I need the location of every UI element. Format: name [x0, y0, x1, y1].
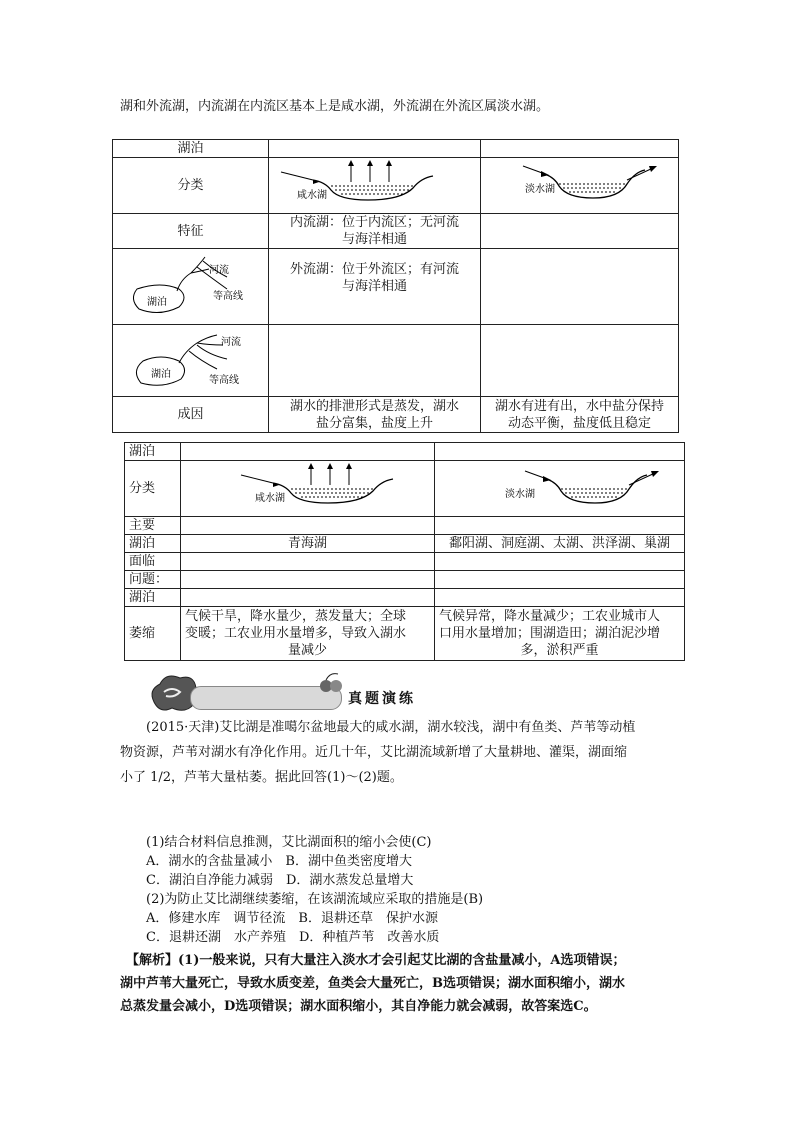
- passage-source: (2015·天津): [146, 720, 220, 735]
- intro-text: 湖和外流湖，内流湖在内流区基本上是咸水湖，外流湖在外流区属淡水湖。: [120, 99, 550, 114]
- t1-cause-salt: 湖水的排泄形式是蒸发，湖水 盐分富集，盐度上升: [269, 397, 481, 433]
- t1-map1-river: 河流: [209, 265, 229, 276]
- t1-map-outflow: [113, 249, 269, 325]
- analysis-line-2: 湖中芦苇大量死亡，导致水质变差，鱼类会大量死亡，B选项错误；湖水面积缩小，湖水: [120, 976, 625, 991]
- t2-row-problem: 问题：: [125, 571, 181, 589]
- t2-salt-lake-diagram: [181, 461, 435, 517]
- t2-fresh-lake-label: 淡水湖: [505, 489, 535, 500]
- t2-row-lake: 湖泊: [125, 535, 181, 553]
- t1-map2-river: 河流: [221, 337, 241, 348]
- lake-table-2: [124, 442, 685, 661]
- t1-fresh-lake-label: 淡水湖: [525, 184, 555, 195]
- analysis-line-1: 【解析】(1)一般来说，只有大量注入淡水才会引起艾比湖的含盐量减小，A选项错误；: [126, 953, 626, 968]
- passage-line-2: 物资源，芦苇对湖水有净化作用。近几十年，艾比湖流域新增了大量耕地、灌渠，湖面缩: [120, 745, 628, 760]
- t1-fresh-lake-diagram: [481, 158, 679, 214]
- outflow-lake-map-svg: [117, 249, 263, 319]
- question-2-options-ab: A．修建水库 调节径流 B．退耕还草 保护水源: [146, 911, 438, 926]
- t2-salt-problem: 气候干旱，降水量少，蒸发量大；全球 变暖；工农业用水量增多，导致入湖水 量减少: [181, 607, 435, 661]
- t1-map1-lake: 湖泊: [147, 297, 167, 308]
- t1-salt-lake-diagram: [269, 158, 481, 214]
- t1-cause-fresh: 湖水有进有出，水中盐分保持 动态平衡，盐度低且稳定: [481, 397, 679, 433]
- t1-outflow-feature: 外流湖：位于外流区；有河流 与海洋相通: [269, 249, 481, 325]
- passage-line-1: (2015·天津)艾比湖是准噶尔盆地最大的咸水湖，湖水较浅，湖中有鱼类、芦苇等动植: [146, 720, 636, 735]
- analysis-line-3: 总蒸发量会减小，D选项错误；湖水面积缩小，其自净能力就会减弱，故答案选C。: [120, 999, 597, 1014]
- lake-table-1: [112, 139, 679, 433]
- question-2: (2)为防止艾比湖继续萎缩，在该湖流域应采取的措施是(B): [146, 892, 484, 907]
- t1-classify-label: 分类: [113, 158, 269, 214]
- t2-row-shrink: 萎缩: [125, 607, 181, 661]
- question-1-options-ab: A．湖水的含盐量减小 B．湖中鱼类密度增大: [146, 854, 412, 869]
- t1-map-inland: [113, 325, 269, 397]
- t2-fresh-example: 鄱阳湖、洞庭湖、太湖、洪泽湖、巢湖: [435, 535, 685, 553]
- salt-lake-diagram-svg: [273, 158, 473, 208]
- question-1: (1)结合材料信息推测，艾比湖面积的缩小会使(C): [146, 835, 432, 850]
- t2-row-main: 主要: [125, 517, 181, 535]
- question-2-options-cd: C．退耕还湖 水产养殖 D．种植芦苇 改善水质: [146, 930, 440, 945]
- t2-fresh-lake-diagram: [435, 461, 685, 517]
- t1-map2-lake: 湖泊: [151, 369, 171, 380]
- t1-inland-feature: 内流湖：位于内流区；无河流 与海洋相通: [269, 214, 481, 249]
- t2-fresh-lake-svg: [439, 461, 679, 511]
- question-1-options-cd: C．湖泊自净能力减弱 D．湖水蒸发总量增大: [146, 873, 414, 888]
- t2-row-face: 面临: [125, 553, 181, 571]
- banner-cherry-icon: [318, 672, 344, 694]
- t2-row-lake2: 湖泊: [125, 589, 181, 607]
- t2-fresh-problem: 气候异常，降水量减少；工农业城市人 口用水量增加；围湖造田；湖泊泥沙增 多，淤积严重: [435, 607, 685, 661]
- banner-title: 真题演练: [348, 691, 416, 707]
- analysis-tag: 【解析】: [126, 953, 179, 968]
- t2-classify-label: 分类: [125, 461, 181, 517]
- t1-cause-label: 成因: [113, 397, 269, 433]
- t2-salt-example: 青海湖: [181, 535, 435, 553]
- t1-header-label: 湖泊: [113, 140, 269, 158]
- t2-salt-lake-svg: [185, 461, 429, 511]
- t1-map2-contour: 等高线: [209, 375, 239, 386]
- inland-lake-map-svg: [117, 325, 263, 391]
- t1-salt-lake-label: 咸水湖: [297, 190, 327, 201]
- t1-map1-contour: 等高线: [213, 291, 243, 302]
- t2-header-label: 湖泊: [125, 443, 181, 461]
- fresh-lake-diagram-svg: [485, 158, 673, 208]
- passage-line-3: 小了 1/2，芦苇大量枯萎。据此回答(1)～(2)题。: [120, 770, 403, 785]
- t1-feature-label: 特征: [113, 214, 269, 249]
- t2-salt-lake-label: 咸水湖: [255, 493, 285, 504]
